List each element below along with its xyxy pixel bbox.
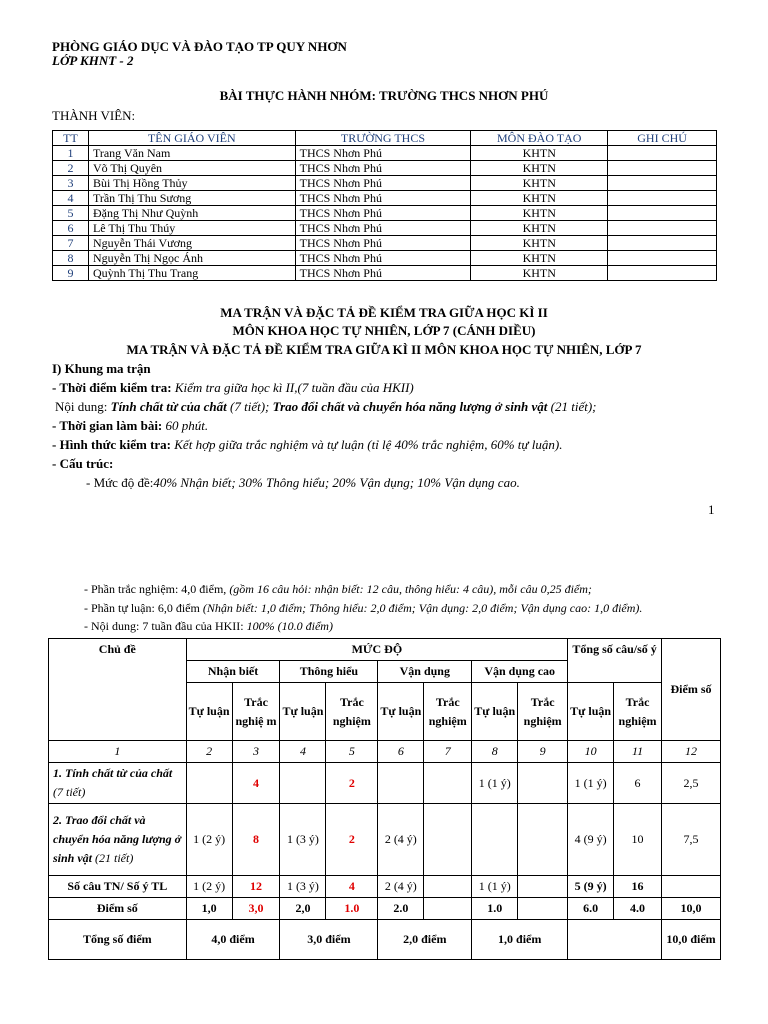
member-subject: KHTN	[471, 191, 608, 206]
topic-name: 2. Trao đổi chất và chuyển hóa năng lượng ở sinh vật	[53, 813, 182, 865]
member-subject: KHTN	[471, 176, 608, 191]
column-number: 10	[568, 741, 614, 763]
column-number-row	[49, 741, 721, 763]
member-school: THCS Nhơn Phú	[295, 236, 471, 251]
matrix-cell	[186, 763, 232, 804]
total-score-cell	[568, 920, 662, 960]
member-row	[53, 221, 717, 236]
member-subject: KHTN	[471, 251, 608, 266]
members-table	[52, 130, 717, 281]
matrix-cell: 2	[326, 804, 378, 876]
matrix-title-2: MÔN KHOA HỌC TỰ NHIÊN, LỚP 7 (CÁNH DIỀU)	[232, 323, 536, 338]
header-essay: Tự luận	[186, 683, 232, 741]
member-note	[608, 236, 717, 251]
member-name: Võ Thị Quyên	[88, 161, 295, 176]
matrix-cell	[518, 804, 568, 876]
member-subject: KHTN	[471, 161, 608, 176]
matrix-cell: 2,0	[280, 898, 326, 920]
topic-hours: (21 tiết)	[95, 851, 134, 865]
duration-line	[52, 418, 208, 434]
member-school: THCS Nhơn Phú	[295, 221, 471, 236]
column-number: 6	[378, 741, 424, 763]
member-number: 5	[53, 206, 89, 221]
header-subject: MÔN ĐÀO TẠO	[471, 131, 608, 146]
member-note	[608, 191, 717, 206]
member-school: THCS Nhơn Phú	[295, 161, 471, 176]
matrix-cell: 1 (3 ý)	[280, 876, 326, 898]
header-school: TRƯỜNG THCS	[295, 131, 471, 146]
total-score-label: Tổng số điểm	[49, 920, 187, 960]
header-understand: Thông hiểu	[280, 661, 378, 683]
matrix-cell: 12	[232, 876, 280, 898]
member-school: THCS Nhơn Phú	[295, 251, 471, 266]
content-topic-2-hours: (21 tiết);	[550, 399, 597, 414]
matrix-cell: 1 (2 ý)	[186, 876, 232, 898]
matrix-cell	[424, 876, 472, 898]
total-score-cell: 4,0 điểm	[186, 920, 280, 960]
member-name: Lê Thị Thu Thúy	[88, 221, 295, 236]
header-essay: Tự luận	[568, 683, 614, 741]
exam-time-line	[52, 380, 414, 396]
member-number: 3	[53, 176, 89, 191]
member-subject: KHTN	[471, 221, 608, 236]
matrix-cell	[518, 763, 568, 804]
essay-detail: (Nhận biết: 1,0 điểm; Thông hiểu: 2,0 điểm; Vận dụng: 2,0 điểm; Vận dụng cao: 1,0 điểm).	[202, 601, 643, 615]
total-score-cell: 3,0 điểm	[280, 920, 378, 960]
member-name: Nguyễn Thái Vương	[88, 236, 295, 251]
content-label: Nội dung:	[55, 399, 108, 414]
member-note	[608, 251, 717, 266]
essay-note	[84, 601, 642, 616]
total-score-cell: 2,0 điểm	[378, 920, 472, 960]
member-number: 2	[53, 161, 89, 176]
column-number: 11	[614, 741, 662, 763]
duration-label: - Thời gian làm bài:	[52, 418, 163, 433]
header-note: GHI CHÚ	[608, 131, 717, 146]
matrix-table	[48, 638, 721, 960]
matrix-cell: 6.0	[568, 898, 614, 920]
member-row	[53, 146, 717, 161]
member-number: 1	[53, 146, 89, 161]
member-note	[608, 146, 717, 161]
member-number: 9	[53, 266, 89, 281]
column-number: 9	[518, 741, 568, 763]
matrix-cell	[424, 804, 472, 876]
member-school: THCS Nhơn Phú	[295, 146, 471, 161]
member-row	[53, 191, 717, 206]
content-topic-2: Trao đổi chất và chuyển hóa năng lượng ở sinh vật	[272, 399, 548, 414]
section-heading: I) Khung ma trận	[52, 361, 151, 376]
matrix-cell	[662, 876, 721, 898]
exam-time-label: - Thời điểm kiểm tra:	[52, 380, 172, 395]
content-topic-1: Tính chất từ của chất	[110, 399, 227, 414]
column-number: 4	[280, 741, 326, 763]
mcq-note	[84, 582, 592, 597]
matrix-cell	[424, 898, 472, 920]
header-mcq: Trắc nghiệm	[326, 683, 378, 741]
format-line	[52, 437, 562, 453]
header-apply-high: Vận dụng cao	[472, 661, 568, 683]
member-school: THCS Nhơn Phú	[295, 191, 471, 206]
total-score-row	[49, 920, 721, 960]
column-number: 2	[186, 741, 232, 763]
topic-row	[49, 804, 721, 876]
header-topic: Chủ đề	[49, 639, 187, 741]
matrix-title-3: MA TRẬN VÀ ĐẶC TẢ ĐỀ KIỂM TRA GIỮA KÌ II MÔN KHOA HỌC TỰ NHIÊN, LỚP 7	[126, 342, 642, 357]
matrix-cell: 2	[326, 763, 378, 804]
matrix-cell: 1 (1 ý)	[472, 876, 518, 898]
column-number: 1	[49, 741, 187, 763]
topic-row	[49, 763, 721, 804]
format-label: - Hình thức kiểm tra:	[52, 437, 172, 452]
member-row	[53, 236, 717, 251]
matrix-cell: 1,0	[186, 898, 232, 920]
level-prefix: - Mức độ đề:	[86, 475, 154, 490]
header-mcq: Trắc nghiệm	[614, 683, 662, 741]
member-note	[608, 221, 717, 236]
member-note	[608, 206, 717, 221]
matrix-cell: 4	[326, 876, 378, 898]
scope-prefix: - Nội dung: 7 tuần đầu của HKII:	[84, 619, 244, 633]
department-name: PHÒNG GIÁO DỤC VÀ ĐÀO TẠO TP QUY NHƠN	[52, 39, 347, 54]
page-number: 1	[708, 502, 715, 517]
matrix-cell: 1.0	[326, 898, 378, 920]
matrix-cell: 8	[232, 804, 280, 876]
score-label: Điểm số	[49, 898, 187, 920]
matrix-cell: 1.0	[472, 898, 518, 920]
scope-note	[84, 619, 333, 634]
matrix-cell: 3,0	[232, 898, 280, 920]
topic-name: 1. Tính chất từ của chất	[53, 766, 173, 780]
matrix-cell	[518, 898, 568, 920]
matrix-cell	[280, 763, 326, 804]
exam-time-value: Kiểm tra giữa học kì II,(7 tuần đầu của HKII)	[174, 380, 414, 395]
member-row	[53, 176, 717, 191]
header-mcq: Trắc nghiệm	[518, 683, 568, 741]
member-number: 8	[53, 251, 89, 266]
matrix-cell	[424, 763, 472, 804]
essay-prefix: - Phần tự luận: 6,0 điểm	[84, 601, 200, 615]
column-number: 3	[232, 741, 280, 763]
header-essay: Tự luận	[280, 683, 326, 741]
member-number: 7	[53, 236, 89, 251]
member-name: Bùi Thị Hồng Thủy	[88, 176, 295, 191]
matrix-cell: 2 (4 ý)	[378, 804, 424, 876]
matrix-cell: 4.0	[614, 898, 662, 920]
topic-hours: (7 tiết)	[53, 785, 86, 799]
level-value: 40% Nhận biết; 30% Thông hiểu; 20% Vận dụng; 10% Vận dụng cao.	[153, 475, 520, 490]
level-line	[86, 475, 520, 491]
header-teacher-name: TÊN GIÁO VIÊN	[88, 131, 295, 146]
scope-detail: 100% (10.0 điểm)	[246, 619, 333, 633]
member-school: THCS Nhơn Phú	[295, 206, 471, 221]
header-recognize: Nhận biết	[186, 661, 280, 683]
header-tt: TT	[53, 131, 89, 146]
matrix-cell: 1 (1 ý)	[568, 763, 614, 804]
matrix-cell: 1 (3 ý)	[280, 804, 326, 876]
matrix-cell: 2 (4 ý)	[378, 876, 424, 898]
format-value: Kết hợp giữa trắc nghiệm và tự luận (tỉ lệ 40% trắc nghiệm, 60% tự luận).	[174, 437, 563, 452]
matrix-cell: 1 (2 ý)	[186, 804, 232, 876]
member-name: Trần Thị Thu Sương	[88, 191, 295, 206]
topic-cell	[49, 804, 187, 876]
member-name: Trang Văn Nam	[88, 146, 295, 161]
member-school: THCS Nhơn Phú	[295, 266, 471, 281]
member-note	[608, 176, 717, 191]
member-school: THCS Nhơn Phú	[295, 176, 471, 191]
class-name: LỚP KHNT - 2	[52, 53, 134, 68]
content-topic-1-hours: (7 tiết);	[230, 399, 270, 414]
member-name: Quỳnh Thị Thu Trang	[88, 266, 295, 281]
total-score-cell: 10,0 điểm	[662, 920, 721, 960]
member-row	[53, 161, 717, 176]
duration-value: 60 phút.	[165, 418, 209, 433]
column-number: 5	[326, 741, 378, 763]
members-header-row	[53, 131, 717, 146]
member-note	[608, 161, 717, 176]
matrix-cell: 1 (1 ý)	[472, 763, 518, 804]
member-row	[53, 251, 717, 266]
member-subject: KHTN	[471, 206, 608, 221]
matrix-cell: 4	[232, 763, 280, 804]
topic-cell	[49, 763, 187, 804]
content-line	[55, 399, 597, 415]
member-subject: KHTN	[471, 266, 608, 281]
matrix-cell: 6	[614, 763, 662, 804]
matrix-cell: 4 (9 ý)	[568, 804, 614, 876]
member-row	[53, 206, 717, 221]
column-number: 8	[472, 741, 518, 763]
header-total-questions: Tổng số câu/số ý	[568, 639, 662, 683]
matrix-cell: 16	[614, 876, 662, 898]
score-row	[49, 898, 721, 920]
member-subject: KHTN	[471, 236, 608, 251]
matrix-cell	[518, 876, 568, 898]
member-name: Đặng Thị Như Quỳnh	[88, 206, 295, 221]
header-essay: Tự luận	[378, 683, 424, 741]
member-name: Nguyễn Thị Ngọc Ánh	[88, 251, 295, 266]
members-label: THÀNH VIÊN:	[52, 108, 136, 123]
matrix-cell	[378, 763, 424, 804]
structure-label: - Cấu trúc:	[52, 456, 114, 471]
matrix-cell: 5 (9 ý)	[568, 876, 614, 898]
matrix-title-1: MA TRẬN VÀ ĐẶC TẢ ĐỀ KIỂM TRA GIỮA HỌC KÌ II	[220, 305, 548, 320]
matrix-cell: 10,0	[662, 898, 721, 920]
member-number: 6	[53, 221, 89, 236]
header-score: Điểm số	[662, 639, 721, 741]
question-count-label: Số câu TN/ Số ý TL	[49, 876, 187, 898]
column-number: 7	[424, 741, 472, 763]
matrix-cell: 2.0	[378, 898, 424, 920]
member-row	[53, 266, 717, 281]
header-mcq: Trắc nghiệ m	[232, 683, 280, 741]
member-note	[608, 266, 717, 281]
column-number: 12	[662, 741, 721, 763]
member-subject: KHTN	[471, 146, 608, 161]
header-essay: Tự luận	[472, 683, 518, 741]
member-number: 4	[53, 191, 89, 206]
question-count-row	[49, 876, 721, 898]
mcq-prefix: - Phần trắc nghiệm: 4,0 điểm,	[84, 582, 227, 596]
matrix-cell: 2,5	[662, 763, 721, 804]
mcq-detail: (gồm 16 câu hỏi: nhận biết: 12 câu, thông hiểu: 4 câu), mỗi câu 0,25 điểm;	[229, 582, 592, 596]
header-level: MỨC ĐỘ	[186, 639, 568, 661]
header-apply: Vận dụng	[378, 661, 472, 683]
matrix-cell: 7,5	[662, 804, 721, 876]
matrix-cell: 10	[614, 804, 662, 876]
group-title: BÀI THỰC HÀNH NHÓM: TRƯỜNG THCS NHƠN PHÚ	[219, 88, 549, 103]
total-score-cell: 1,0 điểm	[472, 920, 568, 960]
header-mcq: Trắc nghiệm	[424, 683, 472, 741]
matrix-cell	[472, 804, 518, 876]
